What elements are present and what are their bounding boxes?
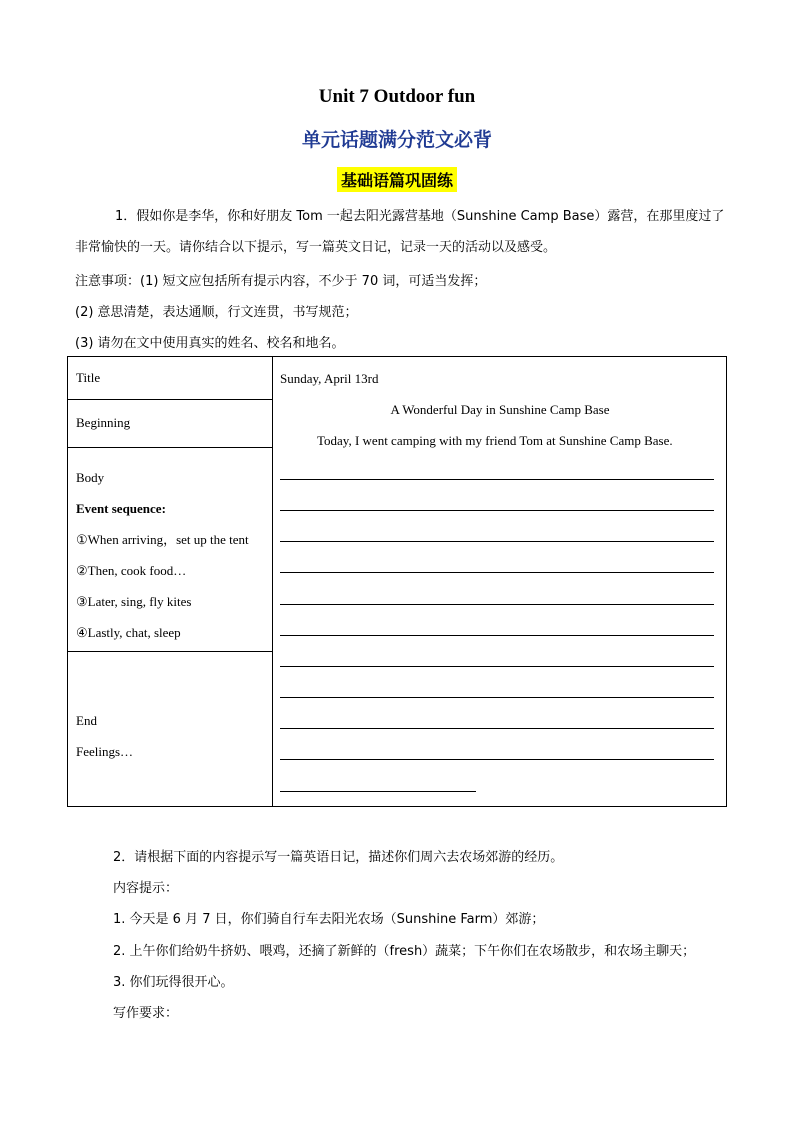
answer-line[interactable] [280,791,476,792]
q1-note-3: (3) 请勿在文中使用真实的姓名、校名和地名。 [75,336,345,351]
diary-date: Sunday, April 13rd [280,371,379,386]
answer-line[interactable] [280,697,714,698]
answer-line[interactable] [280,666,714,667]
event-item: ①When arriving，set up the tent [76,532,249,547]
answer-line[interactable] [280,541,714,542]
body-label: Body [76,470,105,485]
body-cell [68,448,273,652]
q1-note-1: 注意事项：(1) 短文应包括所有提示内容，不少于 70 词，可适当发挥； [75,274,487,289]
feelings-label: Feelings… [76,744,134,759]
end-label: End [76,713,97,728]
q1-prompt: 1．假如你是李华，你和好朋友 Tom 一起去阳光露营基地（Sunshine Camp Base）露营，在那里度过了非常愉快的一天。请你结合以下提示，写一篇英文日记，记录一天的活动以及感受。 [75,209,725,255]
event-sequence-heading: Event sequence: [76,501,166,516]
diary-heading: A Wonderful Day in Sunshine Camp Base [390,402,610,417]
end-cell [68,652,273,807]
answer-line[interactable] [280,510,714,511]
q1-note-2: (2) 意思清楚，表达通顺，行文连贯，书写规范； [75,305,358,320]
answer-line[interactable] [280,759,714,760]
diary-opening: Today, I went camping with my friend Tom at Sunshine Camp Base. [317,433,673,448]
answer-line[interactable] [280,572,714,573]
diary-outline-table [67,356,727,807]
writing-area [273,357,727,807]
q2-hint-item: 3. 你们玩得很开心。 [113,975,234,990]
answer-line[interactable] [280,635,714,636]
page-title: Unit 7 Outdoor fun [318,86,476,107]
section-heading-wrap [0,167,794,192]
event-item: ④Lastly, chat, sleep [76,625,181,640]
answer-line[interactable] [280,479,714,480]
q2-hint-item: 1. 今天是 6 月 7 日，你们骑自行车去阳光农场（Sunshine Farm）郊游； [113,912,545,927]
beginning-label: Beginning [76,415,131,430]
q2-hint-label: 内容提示： [113,881,179,896]
event-item: ③Later, sing, fly kites [76,594,192,609]
title-cell [68,357,273,400]
title-label: Title [76,370,101,385]
section-heading: 基础语篇巩固练 [337,167,457,192]
q2-hint-item: 2. 上午你们给奶牛挤奶、喂鸡，还摘了新鲜的（fresh）蔬菜；下午你们在农场散步，和农场主聊天； [113,944,696,959]
beginning-cell [68,400,273,448]
q2-requirements-label: 写作要求： [113,1006,179,1021]
event-item: ②Then, cook food… [76,563,187,578]
answer-line[interactable] [280,728,714,729]
page-subtitle: 单元话题满分范文必背 [301,129,492,151]
answer-line[interactable] [280,604,714,605]
q2-prompt: 2．请根据下面的内容提示写一篇英语日记，描述你们周六去农场郊游的经历。 [113,850,564,865]
